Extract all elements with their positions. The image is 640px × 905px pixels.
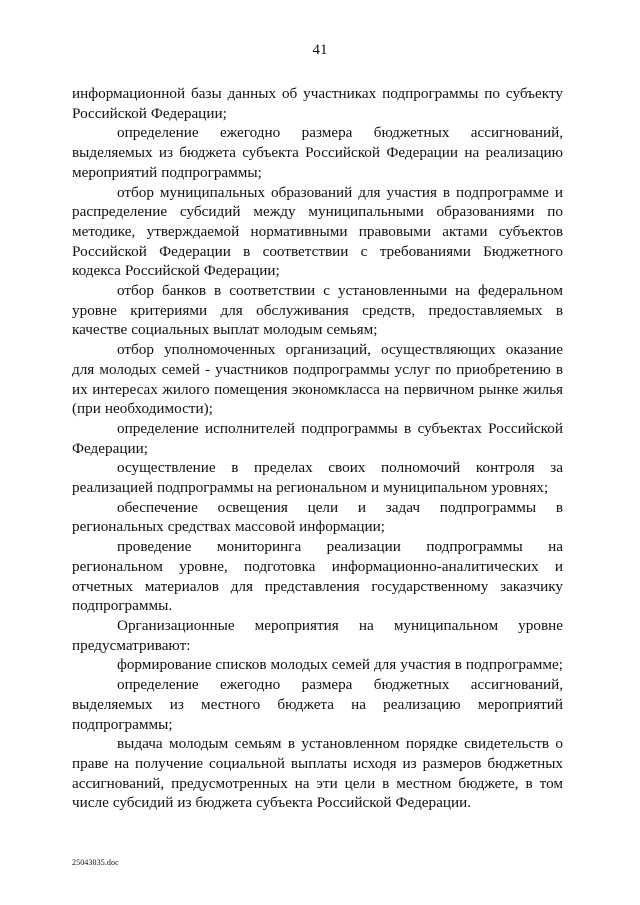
paragraph-certificates-issuance: выдача молодым семьям в установленном порядке свидетельств о праве на получение социальной выплаты исходя из размеров бюджетных ассигнований, предусмотренных на эти цели в местном бюджете, в том числе субсидий из бюджета субъекта Российской Федерации. xyxy=(72,735,563,812)
paragraph-database-continuation: информационной базы данных об участниках подпрограммы по субъекту Российской Федерации; xyxy=(72,85,563,122)
footer-filename: 25043035.doc xyxy=(72,858,119,867)
paragraph-municipal-selection: отбор муниципальных образований для участия в подпрограмме и распределение субсидий между муниципальными образованиями по методике, утверждаемой нормативными правовыми актами субъектов Российской Федерации в соответствии с требованиями Бюджетного кодекса Российской Федерации; xyxy=(72,183,563,280)
paragraph-regional-budget-allocation: определение ежегодно размера бюджетных ассигнований, выделяемых из бюджета субъекта Российской Федерации на реализацию мероприятий подпрограммы; xyxy=(72,124,563,181)
paragraph-family-lists: формирование списков молодых семей для участия в подпрограмме; xyxy=(117,656,563,674)
paragraph-media-coverage: обеспечение освещения цели и задач подпрограммы в региональных средствах массовой информации; xyxy=(72,498,563,536)
paragraph-monitoring: проведение мониторинга реализации подпрограммы на региональном уровне, подготовка информационно-аналитических и отчетных материалов для представления государственному заказчику подпрограммы. xyxy=(72,538,563,615)
paragraph-authorized-organizations: отбор уполномоченных организаций, осуществляющих оказание для молодых семей - участников подпрограммы услуг по приобретению в их интересах жилого помещения экономкласса на первичном рынке жилья (при необходимости); xyxy=(72,341,563,418)
paragraph-control: осуществление в пределах своих полномочий контроля за реализацией подпрограммы на региональном и муниципальном уровнях; xyxy=(72,459,563,497)
document-body xyxy=(72,84,563,813)
page-number: 41 xyxy=(312,42,328,58)
paragraph-local-budget-allocation: определение ежегодно размера бюджетных ассигнований, выделяемых из местного бюджета на реализацию мероприятий подпрограммы; xyxy=(72,676,563,733)
paragraph-executors: определение исполнителей подпрограммы в субъектах Российской Федерации; xyxy=(72,419,563,457)
paragraph-municipal-measures-intro: Организационные мероприятия на муниципальном уровне предусматривают: xyxy=(72,616,563,654)
paragraph-bank-selection: отбор банков в соответствии с установленными на федеральном уровне критериями для обслуживания средств, предоставляемых в качестве социальных выплат молодым семьям; xyxy=(72,282,563,339)
